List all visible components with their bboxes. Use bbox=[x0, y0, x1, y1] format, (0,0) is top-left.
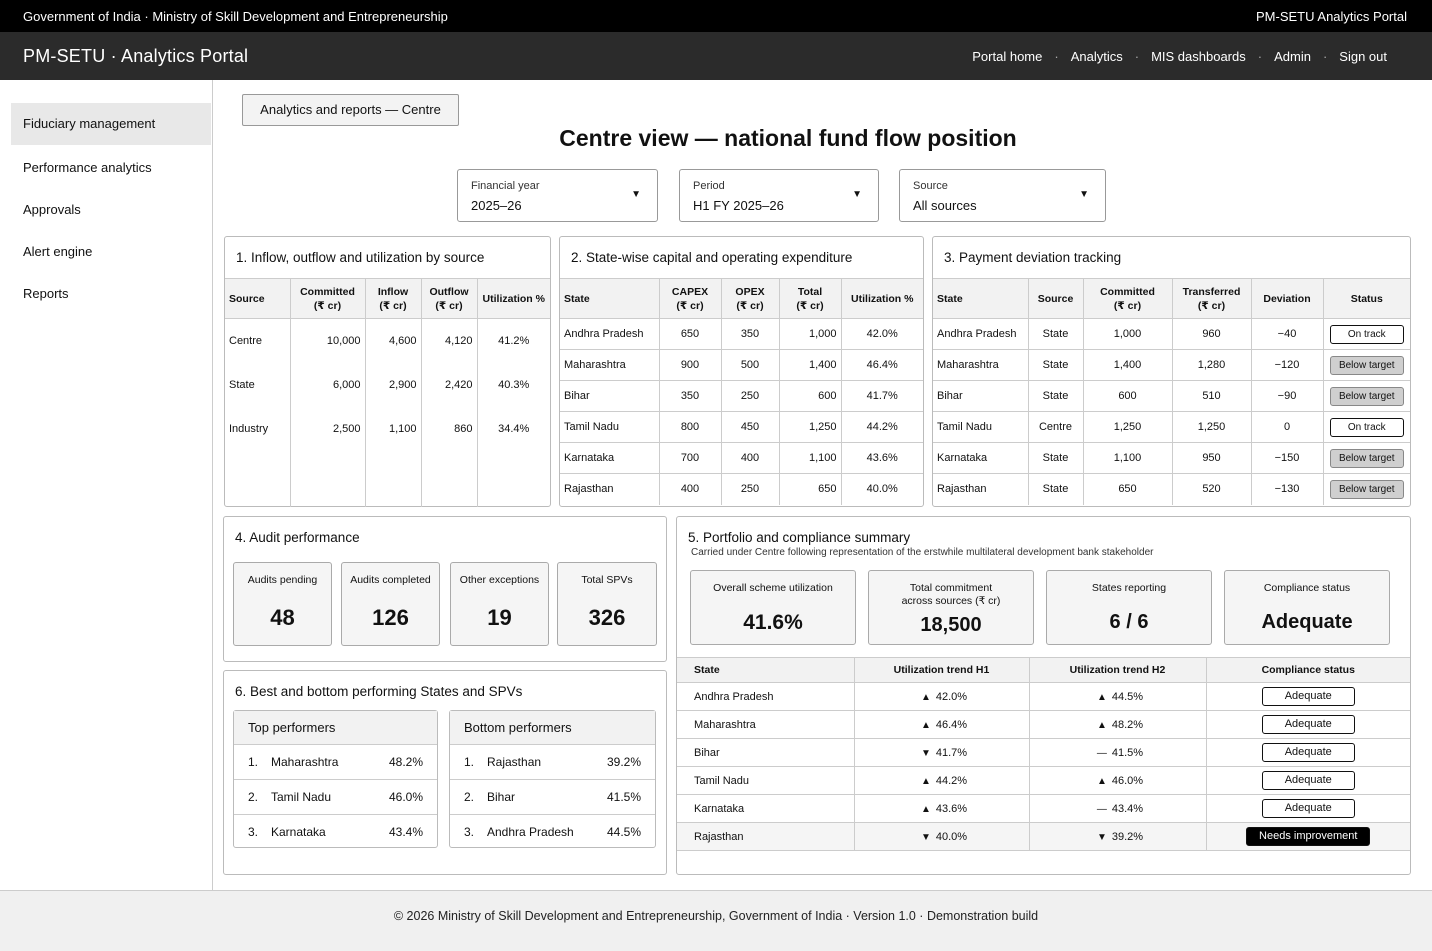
table-row bbox=[225, 363, 550, 407]
list-item bbox=[234, 745, 437, 780]
state-link[interactable]: Rajasthan bbox=[564, 483, 614, 496]
cell: 350 bbox=[721, 319, 779, 350]
cell: 700 bbox=[659, 443, 721, 474]
trend-up-icon: ▲ bbox=[1096, 719, 1107, 731]
state-name: Tamil Nadu bbox=[271, 790, 332, 804]
kpi-value: 41.6% bbox=[743, 611, 803, 634]
kpi-label: Overall scheme utilization bbox=[713, 582, 833, 594]
select-label: Source bbox=[913, 180, 948, 192]
kpi-label: Compliance status bbox=[1263, 582, 1351, 594]
status-badge: Below target bbox=[1330, 480, 1404, 499]
utilization-value: 44.5% bbox=[606, 825, 641, 839]
trend-value: 44.2% bbox=[935, 774, 968, 787]
status-badge: Below target bbox=[1330, 387, 1404, 406]
panel-audit-performance bbox=[223, 516, 667, 662]
panel-subtitle: Carried under Centre following representation of the erstwhile multilateral development bank stakeholder bbox=[691, 547, 1154, 558]
chevron-down-icon: ▼ bbox=[631, 189, 641, 200]
gov-bar-left: Government of India · Ministry of Skill Development and Entrepreneurship bbox=[23, 9, 448, 24]
table-row bbox=[933, 474, 1410, 505]
table-row bbox=[677, 795, 1410, 823]
cell: 42.0% bbox=[841, 319, 923, 350]
cell: 960 bbox=[1172, 319, 1251, 350]
cell: 1,100 bbox=[365, 407, 421, 451]
table-row bbox=[677, 823, 1410, 851]
col-header: Committed (₹ cr) bbox=[290, 279, 365, 319]
col-header: Inflow (₹ cr) bbox=[365, 279, 421, 319]
top-performers-title: Top performers bbox=[234, 711, 437, 745]
payment-deviation-table bbox=[933, 278, 1410, 505]
panel-title: 2. State-wise capital and operating expenditure bbox=[571, 250, 853, 265]
bottom-performers-title: Bottom performers bbox=[450, 711, 655, 745]
select-label: Financial year bbox=[471, 180, 540, 192]
top-performers-card bbox=[233, 710, 438, 848]
cell: 6,000 bbox=[290, 363, 365, 407]
cell: 46.4% bbox=[841, 350, 923, 381]
cell: 10,000 bbox=[290, 319, 365, 363]
cell: State bbox=[1028, 381, 1083, 412]
col-header: Status bbox=[1323, 279, 1410, 319]
col-header: Utilization trend H2 bbox=[1029, 658, 1206, 683]
compliance-table bbox=[677, 657, 1410, 851]
cell: 400 bbox=[721, 443, 779, 474]
panel-inflow-outflow bbox=[224, 236, 551, 507]
cell: −90 bbox=[1251, 381, 1323, 412]
kpi-total-spvs bbox=[557, 562, 657, 646]
state-link[interactable]: Rajasthan bbox=[937, 483, 987, 496]
rank: 3. bbox=[248, 825, 259, 839]
trend-flat-icon: — bbox=[1096, 803, 1107, 815]
status-badge: On track bbox=[1330, 325, 1404, 344]
state-link[interactable]: Bihar bbox=[564, 390, 590, 402]
cell: 900 bbox=[659, 350, 721, 381]
trend-flat-icon: — bbox=[1096, 747, 1107, 759]
col-header: Source bbox=[225, 279, 290, 319]
state-link[interactable]: Bihar bbox=[694, 746, 720, 759]
gov-bar bbox=[0, 0, 1432, 32]
table-row bbox=[677, 767, 1410, 795]
state-link[interactable]: Rajasthan bbox=[694, 830, 744, 843]
kpi-value: 18,500 bbox=[920, 614, 982, 636]
cell: State bbox=[1028, 350, 1083, 381]
trend-value: 46.0% bbox=[1111, 774, 1144, 787]
cell: 650 bbox=[659, 319, 721, 350]
trend-up-icon: ▲ bbox=[920, 691, 931, 703]
col-header: State bbox=[677, 658, 854, 683]
trend-value: 43.6% bbox=[935, 802, 968, 815]
select-value: 2025–26 bbox=[471, 198, 522, 213]
table-filler-row bbox=[225, 451, 550, 508]
breadcrumb[interactable]: Analytics and reports — Centre bbox=[242, 94, 459, 126]
kpi-value: 48 bbox=[270, 605, 295, 630]
cell: −120 bbox=[1251, 350, 1323, 381]
state-name: Andhra Pradesh bbox=[487, 825, 574, 839]
table-row bbox=[560, 381, 923, 412]
compliance-badge: Adequate bbox=[1262, 799, 1355, 818]
cell: 43.6% bbox=[841, 443, 923, 474]
table-row bbox=[933, 319, 1410, 350]
col-header: Total (₹ cr) bbox=[779, 279, 841, 319]
kpi-compliance-status bbox=[1224, 570, 1390, 645]
table-row bbox=[677, 683, 1410, 711]
cell: State bbox=[1028, 443, 1083, 474]
rank: 2. bbox=[248, 790, 259, 804]
cell: 40.0% bbox=[866, 483, 898, 496]
cell: 1,100 bbox=[1083, 443, 1172, 474]
sidebar-item-fiduciary-management[interactable]: Fiduciary management bbox=[11, 103, 211, 145]
panel-title: 5. Portfolio and compliance summary bbox=[688, 530, 911, 545]
nav-separator: · bbox=[1134, 49, 1140, 64]
state-link[interactable]: Andhra Pradesh bbox=[564, 328, 644, 340]
status-badge: Below target bbox=[1330, 449, 1404, 468]
state-link[interactable]: Maharashtra bbox=[694, 718, 756, 731]
col-header: Compliance status bbox=[1206, 658, 1410, 683]
utilization-value: 43.4% bbox=[388, 825, 423, 839]
cell: Centre bbox=[225, 319, 290, 363]
cell: 800 bbox=[659, 412, 721, 443]
state-link[interactable]: Karnataka bbox=[564, 452, 615, 464]
nav-mis-dashboards[interactable]: MIS dashboards bbox=[1151, 49, 1246, 64]
state-name: Bihar bbox=[487, 790, 516, 804]
table-row bbox=[560, 443, 923, 474]
cell: State bbox=[1028, 474, 1083, 505]
trend-value: 40.0% bbox=[935, 830, 968, 843]
period-select[interactable] bbox=[679, 169, 879, 222]
compliance-badge: Adequate bbox=[1262, 715, 1355, 734]
cell: 1,250 bbox=[779, 412, 841, 443]
trend-value: 46.4% bbox=[935, 718, 968, 731]
state-link[interactable]: Maharashtra bbox=[937, 359, 999, 371]
bottom-performers-card bbox=[449, 710, 656, 848]
table-row bbox=[933, 381, 1410, 412]
cell: 1,400 bbox=[779, 350, 841, 381]
cell: 2,900 bbox=[365, 363, 421, 407]
panel-title: 6. Best and bottom performing States and SPVs bbox=[235, 684, 523, 699]
cell: 1,400 bbox=[1083, 350, 1172, 381]
table-row bbox=[677, 739, 1410, 767]
trend-value: 41.7% bbox=[935, 746, 968, 759]
financial-year-select[interactable] bbox=[457, 169, 658, 222]
cell: −130 bbox=[1251, 474, 1323, 505]
list-item bbox=[234, 780, 437, 815]
list-item bbox=[234, 815, 437, 850]
state-link[interactable]: Tamil Nadu bbox=[694, 774, 750, 787]
state-link[interactable]: Andhra Pradesh bbox=[937, 328, 1017, 340]
state-link[interactable]: Tamil Nadu bbox=[564, 421, 620, 433]
cell: 400 bbox=[659, 474, 721, 505]
cell: 4,600 bbox=[365, 319, 421, 363]
cell: State bbox=[225, 363, 290, 407]
trend-up-icon: ▲ bbox=[1096, 691, 1107, 703]
panel-best-bottom-performers bbox=[223, 670, 667, 875]
page-title: Centre view — national fund flow position bbox=[559, 125, 1017, 151]
status-badge: Below target bbox=[1330, 356, 1404, 375]
status-badge: On track bbox=[1330, 418, 1404, 437]
cell: 4,120 bbox=[421, 319, 477, 363]
cell: 1,250 bbox=[1172, 412, 1251, 443]
kpi-label: Total SPVs bbox=[581, 574, 633, 586]
cell: 860 bbox=[421, 407, 477, 451]
trend-down-icon: ▼ bbox=[920, 831, 931, 843]
select-value: H1 FY 2025–26 bbox=[693, 198, 784, 213]
app-title: PM-SETU · Analytics Portal bbox=[23, 46, 249, 66]
cell: 41.2% bbox=[498, 334, 530, 347]
cell: 1,000 bbox=[1083, 319, 1172, 350]
panel-title: 3. Payment deviation tracking bbox=[944, 250, 1122, 265]
trend-up-icon: ▲ bbox=[1096, 775, 1107, 787]
cell: 450 bbox=[721, 412, 779, 443]
trend-up-icon: ▲ bbox=[920, 719, 931, 731]
kpi-value: 19 bbox=[487, 605, 512, 630]
utilization-value: 46.0% bbox=[388, 790, 423, 804]
utilization-value: 48.2% bbox=[388, 755, 423, 769]
table-row bbox=[225, 319, 550, 363]
cell: 1,100 bbox=[779, 443, 841, 474]
select-label: Period bbox=[693, 180, 725, 192]
trend-value: 39.2% bbox=[1111, 830, 1144, 843]
rank: 2. bbox=[464, 790, 475, 804]
cell: State bbox=[1028, 319, 1083, 350]
kpi-value: 126 bbox=[372, 605, 409, 630]
trend-value: 44.5% bbox=[1111, 690, 1144, 703]
table-row bbox=[560, 474, 923, 505]
trend-value: 43.4% bbox=[1111, 802, 1144, 815]
panel-title: 4. Audit performance bbox=[235, 530, 360, 545]
sidebar-item-performance-analytics[interactable]: Performance analytics bbox=[23, 160, 152, 175]
footer-text: © 2026 Ministry of Skill Development and Entrepreneurship, Government of India · Version 1.0 · Demonstration build bbox=[393, 909, 1039, 923]
rank: 1. bbox=[464, 755, 475, 769]
cell: 650 bbox=[779, 474, 841, 505]
table-row bbox=[560, 350, 923, 381]
trend-value: 42.0% bbox=[935, 690, 968, 703]
sidebar bbox=[0, 80, 213, 890]
nav-admin[interactable]: Admin bbox=[1274, 49, 1311, 64]
kpi-value: Adequate bbox=[1261, 611, 1353, 633]
col-header: Source bbox=[1028, 279, 1083, 319]
top-nav bbox=[962, 49, 1397, 64]
panel-state-capex-opex bbox=[559, 236, 924, 507]
nav-sign-out[interactable]: Sign out bbox=[1339, 49, 1387, 64]
kpi-label: Total commitment across sources (₹ cr) bbox=[901, 582, 1001, 607]
state-expenditure-table bbox=[560, 278, 923, 505]
panel-payment-deviation bbox=[932, 236, 1411, 507]
trend-up-icon: ▲ bbox=[920, 775, 931, 787]
list-item bbox=[450, 815, 655, 850]
cell: 950 bbox=[1172, 443, 1251, 474]
panel-title: 1. Inflow, outflow and utilization by source bbox=[236, 250, 485, 265]
kpi-value: 6 / 6 bbox=[1109, 611, 1149, 633]
table-row bbox=[933, 350, 1410, 381]
cell: 1,280 bbox=[1172, 350, 1251, 381]
nav-separator: · bbox=[1322, 49, 1328, 64]
col-header: Outflow (₹ cr) bbox=[421, 279, 477, 319]
cell: 2,500 bbox=[290, 407, 365, 451]
cell: 2,420 bbox=[421, 363, 477, 407]
state-name: Maharashtra bbox=[271, 755, 339, 769]
table-row bbox=[933, 412, 1410, 443]
list-item bbox=[450, 780, 655, 815]
footer bbox=[0, 890, 1432, 951]
chevron-down-icon: ▼ bbox=[852, 189, 862, 200]
panel-portfolio-compliance bbox=[676, 516, 1411, 875]
cell: −40 bbox=[1251, 319, 1323, 350]
col-header: OPEX (₹ cr) bbox=[721, 279, 779, 319]
table-row bbox=[933, 443, 1410, 474]
select-value: All sources bbox=[913, 198, 977, 213]
utilization-value: 41.5% bbox=[606, 790, 641, 804]
sidebar-item-alert-engine[interactable]: Alert engine bbox=[23, 244, 93, 259]
compliance-badge: Adequate bbox=[1262, 743, 1355, 762]
compliance-badge: Needs improvement bbox=[1246, 827, 1370, 846]
trend-down-icon: ▼ bbox=[1096, 831, 1107, 843]
source-utilization-table bbox=[225, 278, 550, 507]
kpi-value: 326 bbox=[588, 605, 626, 630]
cell: 600 bbox=[1083, 381, 1172, 412]
col-header: State bbox=[560, 279, 659, 319]
nav-separator: · bbox=[1054, 49, 1059, 64]
col-header: Utilization % bbox=[841, 279, 923, 319]
table-row bbox=[560, 412, 923, 443]
state-link[interactable]: Andhra Pradesh bbox=[694, 690, 774, 703]
col-header: Deviation bbox=[1251, 279, 1323, 319]
sidebar-item-approvals[interactable]: Approvals bbox=[23, 202, 81, 217]
state-link[interactable]: Tamil Nadu bbox=[937, 421, 993, 433]
nav-analytics[interactable]: Analytics bbox=[1070, 49, 1123, 64]
cell: 520 bbox=[1172, 474, 1251, 505]
kpi-label: Other exceptions bbox=[459, 574, 540, 586]
rank: 3. bbox=[464, 825, 475, 839]
trend-up-icon: ▲ bbox=[920, 803, 931, 815]
state-link[interactable]: Karnataka bbox=[937, 452, 988, 464]
cell: 510 bbox=[1172, 381, 1251, 412]
cell: 44.2% bbox=[841, 412, 923, 443]
nav-separator: · bbox=[1257, 49, 1263, 64]
chevron-down-icon: ▼ bbox=[1079, 189, 1089, 200]
cell: 650 bbox=[1083, 474, 1172, 505]
list-item bbox=[450, 745, 655, 780]
kpi-label: Audits completed bbox=[350, 574, 431, 586]
col-header: State bbox=[933, 279, 1028, 319]
table-row bbox=[560, 319, 923, 350]
cell: 250 bbox=[721, 381, 779, 412]
trend-value: 48.2% bbox=[1111, 718, 1144, 731]
kpi-audits-completed bbox=[341, 562, 440, 646]
kpi-label: States reporting bbox=[1091, 582, 1167, 594]
rank: 1. bbox=[248, 755, 259, 769]
cell: 350 bbox=[659, 381, 721, 412]
cell: 500 bbox=[721, 350, 779, 381]
cell: 1,000 bbox=[779, 319, 841, 350]
sidebar-item-reports[interactable]: Reports bbox=[23, 286, 69, 301]
col-header: Utilization % bbox=[477, 279, 550, 319]
table-row bbox=[677, 711, 1410, 739]
state-link[interactable]: Maharashtra bbox=[564, 359, 626, 371]
kpi-label: Audits pending bbox=[247, 574, 318, 586]
cell: 34.4% bbox=[498, 422, 530, 435]
cell: 1,250 bbox=[1083, 412, 1172, 443]
kpi-total-commitment bbox=[868, 570, 1034, 645]
state-link[interactable]: Bihar bbox=[937, 390, 963, 402]
utilization-value: 39.2% bbox=[606, 755, 641, 769]
kpi-other-exceptions bbox=[450, 562, 549, 646]
cell: 250 bbox=[721, 474, 779, 505]
source-select[interactable] bbox=[899, 169, 1106, 222]
gov-bar-right: PM-SETU Analytics Portal bbox=[1256, 9, 1407, 24]
col-header: Committed (₹ cr) bbox=[1083, 279, 1172, 319]
cell: 40.3% bbox=[498, 378, 530, 391]
cell: 0 bbox=[1251, 412, 1323, 443]
kpi-audits-pending bbox=[233, 562, 332, 646]
app-header bbox=[0, 32, 1432, 80]
cell: 41.7% bbox=[841, 381, 923, 412]
col-header: Transferred (₹ cr) bbox=[1172, 279, 1251, 319]
state-link[interactable]: Karnataka bbox=[694, 802, 745, 815]
trend-down-icon: ▼ bbox=[920, 747, 931, 759]
cell: Industry bbox=[225, 407, 290, 451]
compliance-badge: Adequate bbox=[1262, 687, 1355, 706]
state-name: Rajasthan bbox=[487, 755, 542, 769]
table-row bbox=[225, 407, 550, 451]
col-header: CAPEX (₹ cr) bbox=[659, 279, 721, 319]
nav-portal-home[interactable]: Portal home bbox=[972, 49, 1043, 64]
state-name: Karnataka bbox=[271, 825, 326, 839]
cell: −150 bbox=[1251, 443, 1323, 474]
col-header: Utilization trend H1 bbox=[854, 658, 1029, 683]
compliance-badge: Adequate bbox=[1262, 771, 1355, 790]
trend-value: 41.5% bbox=[1111, 746, 1144, 759]
kpi-states-reporting bbox=[1046, 570, 1212, 645]
cell: 600 bbox=[779, 381, 841, 412]
kpi-overall-utilization bbox=[690, 570, 856, 645]
cell: Centre bbox=[1028, 412, 1083, 443]
